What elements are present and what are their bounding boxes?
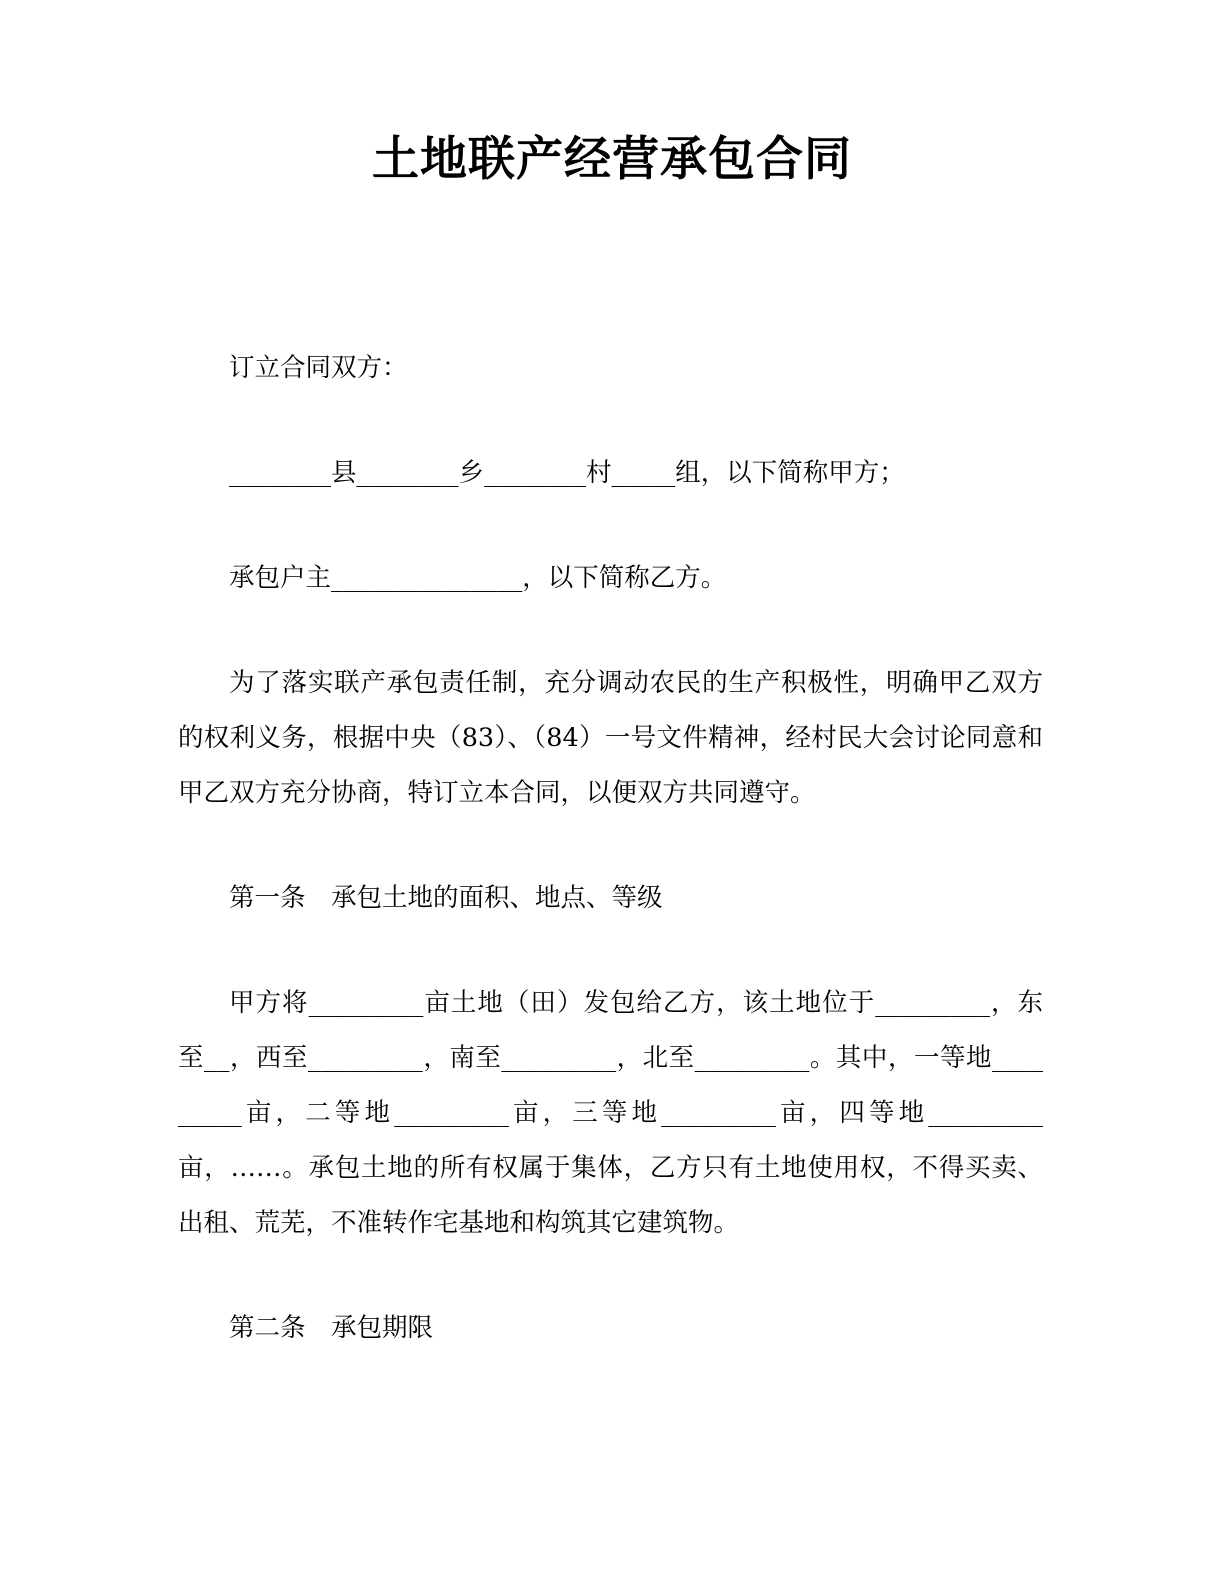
article-2-heading: 第二条 承包期限 <box>229 1313 434 1343</box>
paragraph-spacer <box>178 501 1043 551</box>
party-a-line: ________县________乡________村_____组，以下简称甲方； <box>229 458 905 488</box>
article-1-body: 甲方将_________亩土地（田）发包给乙方，该土地位于_________，东至__，西至_________，南至_________，北至_________。其中，一等地_________亩，二等地_________亩，三等地_________亩，四等地_________亩，……。承包土地的所有权属于集体，乙方只有土地使用权，不得买卖、出租、荒芜，不准转作宅基地和构筑其它建筑物。 <box>178 988 1043 1238</box>
page-title: 土地联产经营承包合同 <box>372 132 852 187</box>
article-1-heading: 第一条 承包土地的面积、地点、等级 <box>229 883 663 913</box>
paragraph-spacer <box>178 821 1043 871</box>
paragraph-spacer <box>178 396 1043 446</box>
document-body <box>0 341 1224 1356</box>
preamble-paragraph: 为了落实联产承包责任制，充分调动农民的生产积极性，明确甲乙双方的权利义务，根据中央（83）、（84）一号文件精神，经村民大会讨论同意和甲乙双方充分协商，特订立本合同，以便双方共同遵守。 <box>178 668 1043 808</box>
paragraph-spacer <box>178 606 1043 656</box>
parties-heading: 订立合同双方： <box>229 353 408 383</box>
paragraph-spacer <box>178 1251 1043 1301</box>
paragraph-spacer <box>178 926 1043 976</box>
party-b-line: 承包户主_______________，以下简称乙方。 <box>229 563 727 593</box>
title-body-spacer <box>0 183 1224 341</box>
